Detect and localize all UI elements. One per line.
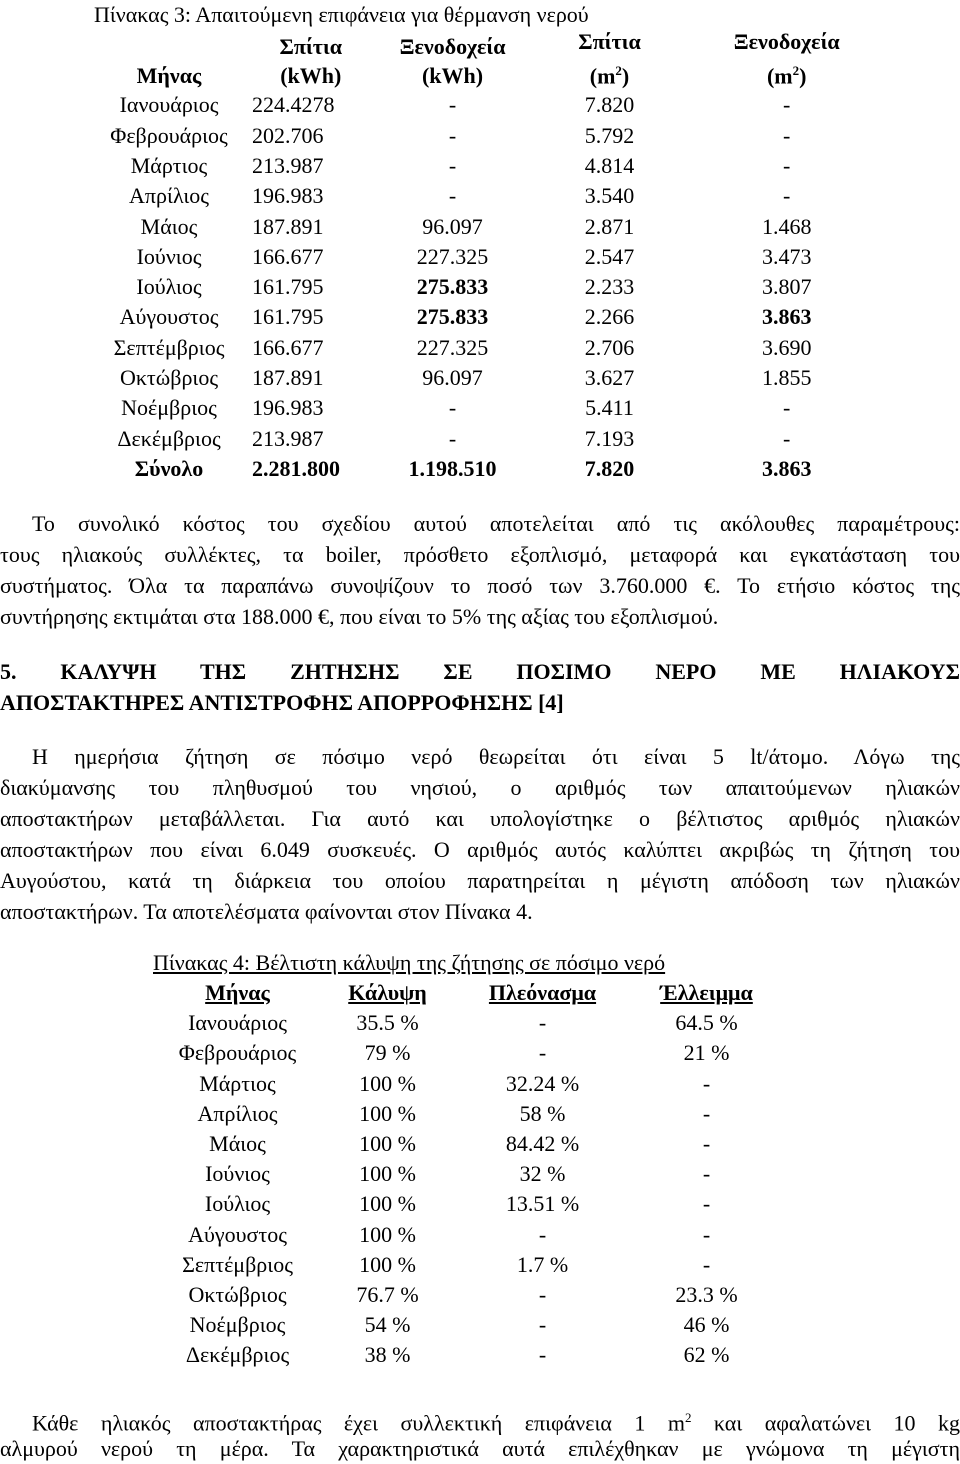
section-heading-line: ΑΠΟΣΤΑΚΤΗΡΕΣ ΑΝΤΙΣΤΡΟΦΗΣ ΑΠΟΡΡΟΦΗΣΗΣ [4]: [0, 690, 564, 715]
table4-cell: 13.51 %: [505, 1191, 580, 1217]
table3-total-cell: 2.281.800: [252, 455, 341, 481]
table4-cell: Φεβρουάριος: [178, 1040, 297, 1066]
table4-header-coverage: Κάλυψη: [348, 980, 427, 1005]
table3: [88, 27, 888, 484]
table4-row: [160, 1250, 788, 1280]
table4-cell: Απρίλιος: [197, 1100, 278, 1126]
table3-row: [88, 393, 888, 423]
table4-cell: -: [538, 1312, 547, 1338]
table4-cell: -: [538, 1040, 547, 1066]
table4-cell: -: [702, 1131, 711, 1157]
table3-row: [88, 302, 888, 332]
table3-row: [88, 272, 888, 302]
table3-cell: 3.540: [584, 183, 635, 209]
table4-cell: 1.7 %: [516, 1251, 569, 1277]
table3-header-month: Μήνας: [136, 63, 202, 89]
table3-row: [88, 151, 888, 181]
table4-cell: Μάρτιος: [199, 1070, 276, 1096]
table3-cell: 5.411: [585, 395, 634, 421]
table4-cell: Νοέμβριος: [189, 1312, 286, 1338]
table3-cell: 3.627: [584, 365, 635, 390]
cost-paragraph-line: τους ηλιακούς συλλέκτες, τα boiler, πρόσθετο εξοπλισμό, μεταφορά και εγκατάσταση του: [0, 542, 960, 567]
table4-cell: 84.42 %: [505, 1131, 580, 1157]
table3-header-hotels-kwh: Ξενοδοχεία (kWh): [399, 34, 506, 89]
table3-cell: 196.983: [252, 183, 324, 209]
table3-row: [88, 333, 888, 363]
table4-cell: -: [702, 1161, 711, 1187]
table3-cell: 2.266: [584, 304, 635, 330]
table3-cell: -: [448, 425, 457, 451]
table3-cell: 96.097: [422, 365, 483, 390]
table3-cell: 227.325: [416, 243, 489, 269]
table3-cell: 2.547: [584, 243, 635, 269]
table4-cell: Οκτώβριος: [188, 1282, 287, 1308]
table4: [160, 978, 788, 1371]
table3-cell: 3.807: [761, 274, 812, 300]
table3-cell: 213.987: [252, 425, 324, 451]
table4-cell: -: [702, 1251, 711, 1277]
table4-cell: -: [538, 1221, 547, 1247]
table3-cell: 7.193: [584, 425, 635, 451]
table3-cell: 275.833: [416, 274, 489, 300]
table4-row: [160, 1189, 788, 1219]
table4-cell: 100 %: [359, 1100, 416, 1126]
table3-cell: 213.987: [252, 152, 324, 178]
table3-cell: -: [783, 152, 791, 178]
table4-cell: 46 %: [683, 1312, 730, 1338]
table4-cell: 21 %: [683, 1040, 730, 1066]
section-heading: [0, 656, 960, 718]
table4-cell: Μάιος: [209, 1131, 266, 1157]
table3-cell: -: [448, 395, 457, 421]
table3-cell: 166.677: [252, 243, 324, 269]
table3-cell: 4.814: [584, 152, 635, 178]
table3-cell: Οκτώβριος: [119, 365, 219, 390]
table4-cell: -: [702, 1070, 711, 1096]
table3-cell: -: [783, 183, 791, 209]
table3-cell: 3.863: [761, 304, 812, 330]
distiller-paragraph-line: Κάθε ηλιακός αποστακτήρας έχει συλλεκτική επιφάνεια 1 $m^2$ και αφαλατώνει 10 kg: [32, 1410, 960, 1436]
table3-header-hotels-m2: Ξενοδοχεία $(m^2)$: [733, 29, 840, 89]
table4-row: [160, 1310, 788, 1340]
table3-total-cell: 1.198.510: [408, 455, 497, 481]
table4-cell: 62 %: [683, 1342, 730, 1368]
table3-total-cell: 7.820: [584, 455, 635, 481]
demand-paragraph: [0, 741, 960, 927]
table4-cell: Ιούλιος: [204, 1191, 271, 1217]
table3-cell: 202.706: [252, 122, 324, 148]
table3-cell: 187.891: [252, 213, 324, 239]
table4-row: [160, 1340, 788, 1370]
table3-cell: 196.983: [252, 395, 324, 421]
table4-cell: 58 %: [519, 1100, 566, 1126]
demand-paragraph-line: Η ημερήσια ζήτηση σε πόσιμο νερό θεωρείται ότι είναι 5 lt/άτομο. Λόγω της: [32, 744, 960, 769]
table4-cell: 38 %: [364, 1342, 411, 1368]
table4-cell: 64.5 %: [675, 1010, 738, 1036]
table3-cell: -: [783, 425, 791, 451]
distiller-paragraph-line: αλμυρού νερού τη μέρα. Τα χαρακτηριστικά αυτά επιλέχθηκαν με γνώμονα τη μέγιστη: [0, 1436, 960, 1461]
table3-cell: 96.097: [422, 213, 483, 239]
table3-cell: Νοέμβριος: [121, 395, 217, 421]
table4-cell: 23.3 %: [675, 1282, 738, 1308]
table3-total-cell: 3.863: [761, 455, 812, 481]
table4-caption: Πίνακας 4: Βέλτιστη κάλυψη της ζήτησης σε πόσιμο νερό: [153, 950, 666, 975]
table4-cell: 32.24 %: [505, 1070, 580, 1096]
demand-paragraph-line: Αυγούστου, κατά τη διάρκεια του οποίου παρατηρείται η μέγιστη απόδοση των ηλιακών: [0, 868, 960, 893]
table3-total-row: [88, 454, 888, 484]
table4-cell: 35.5 %: [356, 1010, 419, 1036]
table3-cell: -: [448, 122, 457, 148]
table4-row: [160, 1069, 788, 1099]
table3-cell: 187.891: [252, 365, 324, 390]
table3-cell: 5.792: [584, 122, 635, 148]
demand-paragraph-line: διακύμανσης του πληθυσμού του νησιού, ο αριθμός των απαιτούμενων ηλιακών: [0, 775, 960, 800]
demand-paragraph-line: αποστακτήρων μεταβάλλεται. Για αυτό και υπολογίστηκε ο βέλτιστος αριθμός ηλιακών: [0, 806, 960, 831]
table3-row: [88, 121, 888, 151]
table3-header-houses-m2: Σπίτια $(m^2)$: [578, 29, 641, 89]
table3-cell: Μάιος: [140, 213, 198, 239]
table4-header-row: [160, 978, 788, 1008]
table4-cell: Αύγουστος: [188, 1221, 287, 1247]
table3-header-houses-kwh: Σπίτια (kWh): [279, 34, 343, 89]
table3-cell: Ιανουάριος: [119, 92, 219, 118]
table3-cell: 224.4278: [252, 92, 335, 118]
table4-header-month: Μήνας: [205, 980, 270, 1005]
table3-cell: Ιούνιος: [136, 243, 202, 269]
demand-paragraph-line: αποστακτήρων που είναι 6.049 συσκευές. Ο αριθμός αυτός καλύπτει ακριβώς τη ζήτηση του: [0, 837, 960, 862]
table4-cell: 76.7 %: [356, 1282, 419, 1308]
table4-cell: Δεκέμβριος: [185, 1342, 290, 1368]
table3-cell: 227.325: [416, 334, 489, 360]
table4-cell: 100 %: [359, 1191, 416, 1217]
demand-paragraph-line: αποστακτήρων. Τα αποτελέσματα φαίνονται στον Πίνακα 4.: [0, 899, 533, 924]
table4-row: [160, 1099, 788, 1129]
table3-cell: -: [783, 92, 791, 118]
table3-caption: Πίνακας 3: Απαιτούμενη επιφάνεια για θέρμανση νερού: [94, 2, 589, 27]
table3-cell: -: [783, 395, 791, 421]
cost-paragraph-line: συντήρησης εκτιμάται στα 188.000 €, που είναι το 5% της αξίας του εξοπλισμού.: [0, 604, 719, 629]
table4-cell: -: [538, 1342, 547, 1368]
table3-cell: Σεπτέμβριος: [113, 334, 225, 360]
table3-row: [88, 363, 888, 393]
table3-cell: 1.855: [761, 365, 812, 390]
table4-header-deficit: Έλλειμμα: [660, 980, 753, 1005]
table3-total-cell: Σύνολο: [134, 455, 204, 481]
table4-cell: -: [538, 1282, 547, 1308]
table4-cell: 100 %: [359, 1221, 416, 1247]
table3-cell: Δεκέμβριος: [117, 425, 221, 451]
table4-header-surplus: Πλεόνασμα: [488, 980, 597, 1005]
table4-row: [160, 1280, 788, 1310]
cost-paragraph-line: Το συνολικό κόστος του σχεδίου αυτού αποτελείται από τις ακόλουθες παραμέτρους:: [32, 511, 960, 536]
table4-row: [160, 1220, 788, 1250]
table3-cell: 7.820: [584, 92, 635, 118]
table3-row: [88, 181, 888, 211]
table4-cell: Σεπτέμβριος: [182, 1251, 293, 1277]
table3-cell: 2.871: [584, 213, 635, 239]
table3-cell: -: [448, 183, 457, 209]
table3-cell: 161.795: [252, 304, 324, 330]
table3-row: [88, 424, 888, 454]
table4-row: [160, 1008, 788, 1038]
table4-row: [160, 1038, 788, 1068]
table4-cell: 32 %: [519, 1161, 566, 1187]
table3-cell: 166.677: [252, 334, 324, 360]
cost-paragraph-line: συστήματος. Όλα τα παραπάνω συνοψίζουν το ποσό των 3.760.000 €. Το ετήσιο κόστος της: [0, 573, 960, 598]
table4-cell: -: [538, 1010, 547, 1036]
table4-cell: -: [702, 1100, 711, 1126]
table4-cell: 100 %: [359, 1251, 416, 1277]
table3-row: [88, 90, 888, 120]
table3-cell: Ιούλιος: [136, 274, 202, 300]
table3-cell: -: [783, 122, 791, 148]
table4-cell: 100 %: [359, 1131, 416, 1157]
table4-cell: 100 %: [359, 1070, 416, 1096]
table3-cell: 161.795: [252, 274, 324, 300]
table3-cell: 3.473: [761, 243, 812, 269]
table3-cell: 275.833: [416, 304, 489, 330]
table3-cell: 2.233: [584, 274, 635, 300]
table3-row: [88, 242, 888, 272]
table3-cell: -: [448, 152, 457, 178]
table3-cell: Μάρτιος: [130, 152, 208, 178]
table3-cell: Αύγουστος: [119, 304, 219, 330]
table3-cell: -: [448, 92, 457, 118]
table4-cell: -: [702, 1191, 711, 1217]
table4-cell: 79 %: [364, 1040, 411, 1066]
table4-cell: Ιανουάριος: [188, 1010, 287, 1036]
table3-row: [88, 212, 888, 242]
table3-cell: Φεβρουάριος: [110, 122, 228, 148]
table3-cell: 3.690: [761, 334, 812, 360]
distiller-paragraph: [0, 1402, 960, 1464]
table4-cell: Ιούνιος: [205, 1161, 270, 1187]
table4-row: [160, 1129, 788, 1159]
table3-cell: 2.706: [584, 334, 635, 360]
table3-header-row: [88, 27, 888, 90]
table4-cell: 54 %: [364, 1312, 411, 1338]
table3-cell: Απρίλιος: [129, 183, 209, 209]
section-heading-line: 5. ΚΑΛΥΨΗ ΤΗΣ ΖΗΤΗΣΗΣ ΣΕ ΠΟΣΙΜΟ ΝΕΡΟ ΜΕ ΗΛΙΑΚΟΥΣ: [0, 659, 960, 684]
table4-cell: 100 %: [359, 1161, 416, 1187]
table4-row: [160, 1159, 788, 1189]
table3-cell: 1.468: [761, 213, 812, 239]
cost-paragraph: [0, 508, 960, 632]
table4-cell: -: [702, 1221, 711, 1247]
